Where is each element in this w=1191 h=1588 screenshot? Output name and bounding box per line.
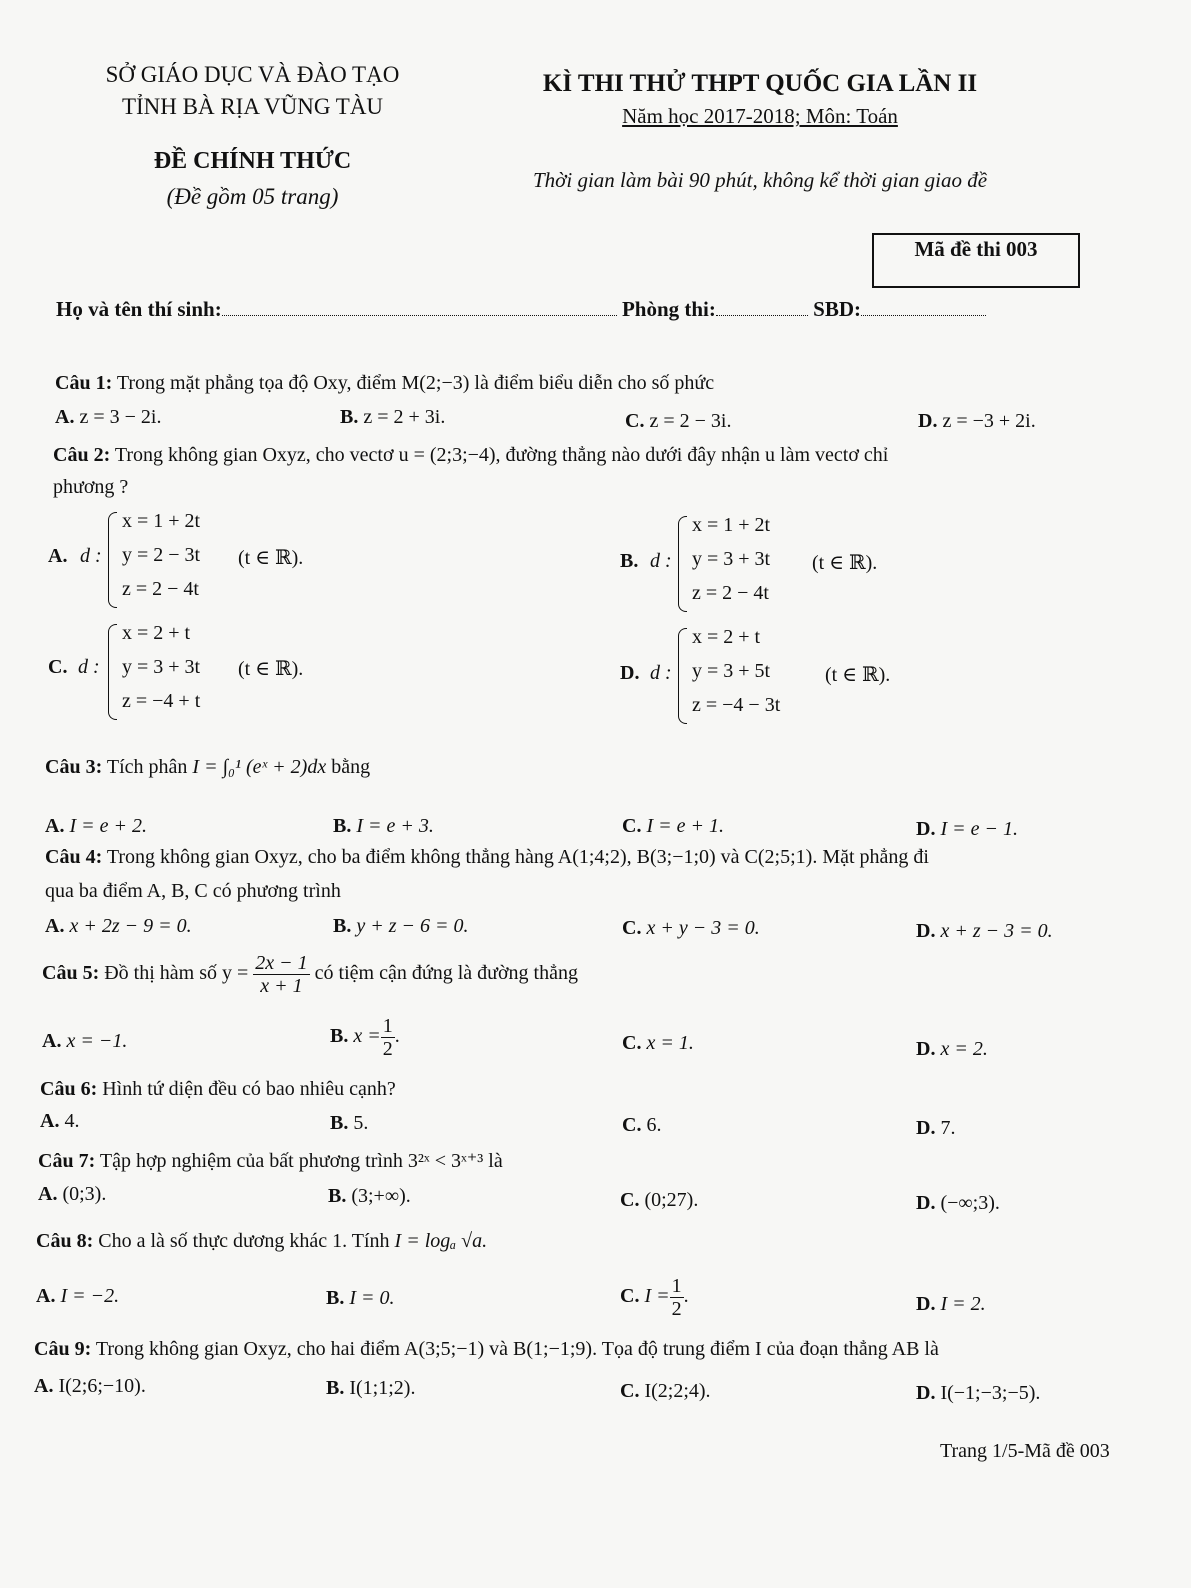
q5-d-text: x = 2. — [940, 1038, 988, 1060]
q6-b-text: 5. — [353, 1112, 369, 1134]
q1-option-d — [918, 410, 1036, 433]
q4-c-letter: C. — [622, 917, 642, 939]
q1-option-b — [340, 406, 445, 429]
q4-stem-line2: qua ba điểm A, B, C có phương trình — [45, 880, 341, 902]
q8-label: Câu 8: — [36, 1230, 94, 1252]
q2-d-prefix: d : — [650, 662, 672, 684]
q8-b-text: I = 0. — [349, 1287, 395, 1309]
q2-option-a — [48, 510, 408, 610]
q5-pre: Đồ thị hàm số y = — [104, 962, 249, 985]
q2-option-b — [620, 514, 980, 614]
q2-c-brace — [108, 624, 117, 720]
q9-option-b — [326, 1377, 415, 1400]
q1-c-text: z = 2 − 3i. — [649, 410, 732, 432]
q2-b-eq3: z = 2 − 4t — [692, 582, 769, 604]
q2-c-prefix: d : — [78, 656, 100, 678]
q6-c-text: 6. — [646, 1114, 662, 1136]
q8-option-a — [36, 1285, 119, 1308]
q6-a-letter: A. — [40, 1110, 60, 1132]
q5-b-fraction — [381, 1015, 395, 1060]
q3-option-a — [45, 815, 147, 838]
q5-b-pre: x = — [353, 1025, 381, 1048]
q6-d-letter: D. — [916, 1117, 936, 1139]
q2-a-brace — [108, 512, 117, 608]
q3-integral: I = ∫₀¹ (eˣ + 2)dx — [192, 756, 327, 778]
q8-c-denominator: 2 — [671, 1298, 682, 1320]
q1-d-letter: D. — [918, 410, 938, 432]
q2-option-d — [620, 626, 980, 726]
q5-fraction — [253, 952, 309, 997]
q2-c-eq1: x = 2 + t — [122, 622, 191, 644]
exam-title: KÌ THI THỬ THPT QUỐC GIA LẦN II — [542, 70, 978, 97]
q2-c-system — [108, 622, 228, 722]
q8-d-text: I = 2. — [940, 1293, 986, 1315]
q3-option-d — [916, 818, 1018, 841]
q9-option-a — [34, 1375, 146, 1398]
q9-label: Câu 9: — [34, 1338, 92, 1360]
q3-option-b — [333, 815, 434, 838]
q7-b-letter: B. — [328, 1185, 347, 1207]
q8-b-letter: B. — [326, 1287, 345, 1309]
q2-a-eq1: x = 1 + 2t — [122, 510, 201, 532]
q6-text: Hình tứ diện đều có bao nhiêu cạnh? — [102, 1078, 396, 1100]
q9-option-d — [916, 1382, 1040, 1405]
q8-a-letter: A. — [36, 1285, 56, 1307]
q3-post: bằng — [331, 756, 371, 778]
exam-code-box — [872, 233, 1080, 288]
q2-d-domain: (t ∈ ℝ). — [825, 664, 891, 686]
q5-a-text: x = −1. — [66, 1030, 128, 1052]
q5-b-denominator: 2 — [382, 1038, 393, 1060]
q7-label: Câu 7: — [38, 1150, 96, 1172]
department-line-1: SỞ GIÁO DỤC VÀ ĐÀO TẠO — [105, 62, 400, 87]
year-subject: Năm học 2017-2018; Môn: Toán — [622, 104, 898, 128]
q1-d-text: z = −3 + 2i. — [942, 410, 1036, 432]
q8-stem — [36, 1230, 487, 1253]
q6-label: Câu 6: — [40, 1078, 98, 1100]
q7-a-letter: A. — [38, 1183, 58, 1205]
q4-text1: Trong không gian Oxyz, cho ba điểm không thẳng hàng A(1;4;2), B(3;−1;0) và C(2;5;1). Mặt phẳng đi — [106, 846, 929, 868]
q8-d-letter: D. — [916, 1293, 936, 1315]
q6-option-d — [916, 1117, 955, 1140]
q8-option-b — [326, 1287, 395, 1310]
q5-c-text: x = 1. — [646, 1032, 694, 1054]
q1-stem — [55, 372, 714, 395]
q1-option-a — [55, 406, 161, 429]
q1-b-letter: B. — [340, 406, 359, 428]
q5-numerator: 2x − 1 — [255, 952, 308, 974]
page-footer: Trang 1/5-Mã đề 003 — [940, 1440, 1110, 1462]
q7-option-c — [620, 1189, 698, 1212]
q3-label: Câu 3: — [45, 756, 103, 778]
department-line-2: TỈNH BÀ RỊA VŨNG TÀU — [121, 94, 384, 119]
q8-c-fraction — [670, 1275, 684, 1320]
q9-b-text: I(1;1;2). — [349, 1377, 416, 1399]
q4-c-text: x + y − 3 = 0. — [646, 917, 760, 939]
q2-d-system — [678, 626, 808, 726]
q2-d-eq2: y = 3 + 5t — [692, 660, 771, 682]
q2-b-system — [678, 514, 798, 614]
q9-c-text: I(2;2;4). — [644, 1380, 711, 1402]
q5-option-d — [916, 1038, 988, 1061]
q2-text1: Trong không gian Oxyz, cho vectơ u = (2;3;−4), đường thẳng nào dưới đây nhận u làm vectơ chỉ — [114, 444, 889, 466]
q5-c-letter: C. — [622, 1032, 642, 1054]
q3-pre: Tích phân — [106, 756, 188, 778]
q1-b-text: z = 2 + 3i. — [363, 406, 446, 428]
q3-c-text: I = e + 1. — [646, 815, 724, 837]
q4-option-a — [45, 915, 192, 938]
q2-a-prefix: d : — [80, 545, 102, 567]
q2-b-domain: (t ∈ ℝ). — [812, 552, 878, 574]
q8-c-numerator: 1 — [671, 1275, 682, 1297]
q2-c-eq3: z = −4 + t — [122, 690, 201, 712]
q7-c-text: (0;27). — [644, 1189, 699, 1211]
q6-option-c — [622, 1114, 661, 1137]
q8-option-d — [916, 1293, 986, 1316]
q6-option-a — [40, 1110, 79, 1133]
q2-option-c — [48, 622, 408, 722]
q6-stem — [40, 1078, 396, 1101]
q2-b-prefix: d : — [650, 550, 672, 572]
q4-stem-line1 — [45, 846, 929, 869]
q8-c-letter: C. — [620, 1285, 640, 1308]
q8-text: Cho a là số thực dương khác 1. Tính — [98, 1230, 390, 1252]
q4-a-text: x + 2z − 9 = 0. — [69, 915, 192, 937]
q9-d-text: I(−1;−3;−5). — [940, 1382, 1041, 1404]
q5-post: có tiệm cận đứng là đường thẳng — [314, 962, 578, 985]
room-blank — [716, 315, 808, 316]
q9-stem — [34, 1338, 939, 1361]
q7-stem — [38, 1148, 503, 1173]
candidate-line — [56, 297, 986, 322]
q2-a-eq2: y = 2 − 3t — [122, 544, 201, 566]
q9-c-letter: C. — [620, 1380, 640, 1402]
q6-b-letter: B. — [330, 1112, 349, 1134]
q2-d-brace — [678, 628, 687, 724]
q9-option-c — [620, 1380, 711, 1403]
q3-stem — [45, 756, 370, 779]
q2-a-letter: A. — [48, 545, 68, 567]
q2-label: Câu 2: — [53, 444, 111, 466]
q8-a-text: I = −2. — [60, 1285, 120, 1307]
q9-a-text: I(2;6;−10). — [58, 1375, 146, 1397]
q9-b-letter: B. — [326, 1377, 345, 1399]
q5-stem — [42, 952, 578, 997]
q7-d-letter: D. — [916, 1192, 936, 1214]
q2-d-eq3: z = −4 − 3t — [692, 694, 781, 716]
q2-c-letter: C. — [48, 656, 68, 678]
q3-a-letter: A. — [45, 815, 65, 837]
q2-b-letter: B. — [620, 550, 639, 572]
q3-b-text: I = e + 3. — [356, 815, 434, 837]
q9-d-letter: D. — [916, 1382, 936, 1404]
q4-option-c — [622, 917, 760, 940]
q8-c-pre: I = — [644, 1285, 670, 1308]
q3-d-letter: D. — [916, 818, 936, 840]
q7-b-text: (3;+∞). — [351, 1185, 411, 1207]
q7-d-text: (−∞;3). — [940, 1192, 1000, 1214]
q2-a-domain: (t ∈ ℝ). — [238, 547, 304, 569]
q8-formula: I = logₐ √a. — [394, 1230, 488, 1252]
q4-d-text: x + z − 3 = 0. — [940, 920, 1053, 942]
q5-option-b: B. x = $\frac{1}{2}$ . — [330, 1015, 400, 1060]
exam-code: Mã đề thi 003 — [914, 237, 1038, 261]
q4-label: Câu 4: — [45, 846, 103, 868]
q6-c-letter: C. — [622, 1114, 642, 1136]
q2-d-eq1: x = 2 + t — [692, 626, 761, 648]
q3-a-text: I = e + 2. — [69, 815, 147, 837]
q1-option-c — [625, 410, 731, 433]
q3-c-letter: C. — [622, 815, 642, 837]
q6-a-text: 4. — [64, 1110, 80, 1132]
q2-a-eq3: z = 2 − 4t — [122, 578, 199, 600]
q6-option-b — [330, 1112, 368, 1135]
q5-b-numerator: 1 — [382, 1015, 393, 1037]
q2-c-domain: (t ∈ ℝ). — [238, 658, 304, 680]
q1-c-letter: C. — [625, 410, 645, 432]
q5-b-letter: B. — [330, 1025, 349, 1048]
pages-note: (Đề gồm 05 trang) — [166, 184, 339, 209]
q1-text: Trong mặt phẳng tọa độ Oxy, điểm M(2;−3) là điểm biểu diễn cho số phức — [116, 372, 715, 394]
q4-option-d — [916, 920, 1053, 943]
q1-label: Câu 1: — [55, 372, 113, 394]
q7-c-letter: C. — [620, 1189, 640, 1211]
q3-d-text: I = e − 1. — [940, 818, 1018, 840]
sbd-blank — [861, 315, 986, 316]
q5-d-letter: D. — [916, 1038, 936, 1060]
q3-b-letter: B. — [333, 815, 352, 837]
time-note: Thời gian làm bài 90 phút, không kể thời gian giao đề — [532, 168, 988, 192]
q9-text: Trong không gian Oxyz, cho hai điểm A(3;5;−1) và B(1;−1;9). Tọa độ trung điểm I của đoạn thẳng AB là — [95, 1338, 939, 1360]
q2-b-eq2: y = 3 + 3t — [692, 548, 771, 570]
q2-b-brace — [678, 516, 687, 612]
q1-a-text: z = 3 − 2i. — [79, 406, 162, 428]
room-label: Phòng thi: — [621, 297, 716, 321]
q2-a-system — [108, 510, 228, 610]
name-blank — [222, 315, 617, 316]
q6-d-text: 7. — [940, 1117, 956, 1139]
q1-a-letter: A. — [55, 406, 75, 428]
q2-c-eq2: y = 3 + 3t — [122, 656, 201, 678]
q7-text: Tập hợp nghiệm của bất phương trình 3²ˣ < 3ˣ⁺³ là — [99, 1150, 503, 1172]
q5-option-a — [42, 1030, 127, 1053]
q7-option-b — [328, 1185, 411, 1208]
q8-option-c: C. I = $\frac{1}{2}$ . — [620, 1275, 689, 1320]
q5-denominator: x + 1 — [260, 975, 303, 997]
official-label: ĐỀ CHÍNH THỨC — [153, 148, 352, 174]
q4-b-letter: B. — [333, 915, 352, 937]
q2-stem-line2: phương ? — [53, 476, 129, 498]
q9-a-letter: A. — [34, 1375, 54, 1397]
q2-d-letter: D. — [620, 662, 640, 684]
q5-option-c — [622, 1032, 694, 1055]
q5-a-letter: A. — [42, 1030, 62, 1052]
q4-option-b — [333, 915, 469, 938]
q7-option-d — [916, 1192, 1000, 1215]
q4-b-text: y + z − 6 = 0. — [356, 915, 469, 937]
sbd-label: SBD: — [813, 297, 861, 321]
q4-d-letter: D. — [916, 920, 936, 942]
q7-option-a — [38, 1183, 106, 1206]
q2-b-eq1: x = 1 + 2t — [692, 514, 771, 536]
q7-a-text: (0;3). — [62, 1183, 107, 1205]
q2-stem-line1 — [53, 444, 888, 467]
name-label: Họ và tên thí sinh: — [56, 297, 222, 321]
q5-label: Câu 5: — [42, 962, 100, 985]
q4-a-letter: A. — [45, 915, 65, 937]
q3-option-c — [622, 815, 724, 838]
